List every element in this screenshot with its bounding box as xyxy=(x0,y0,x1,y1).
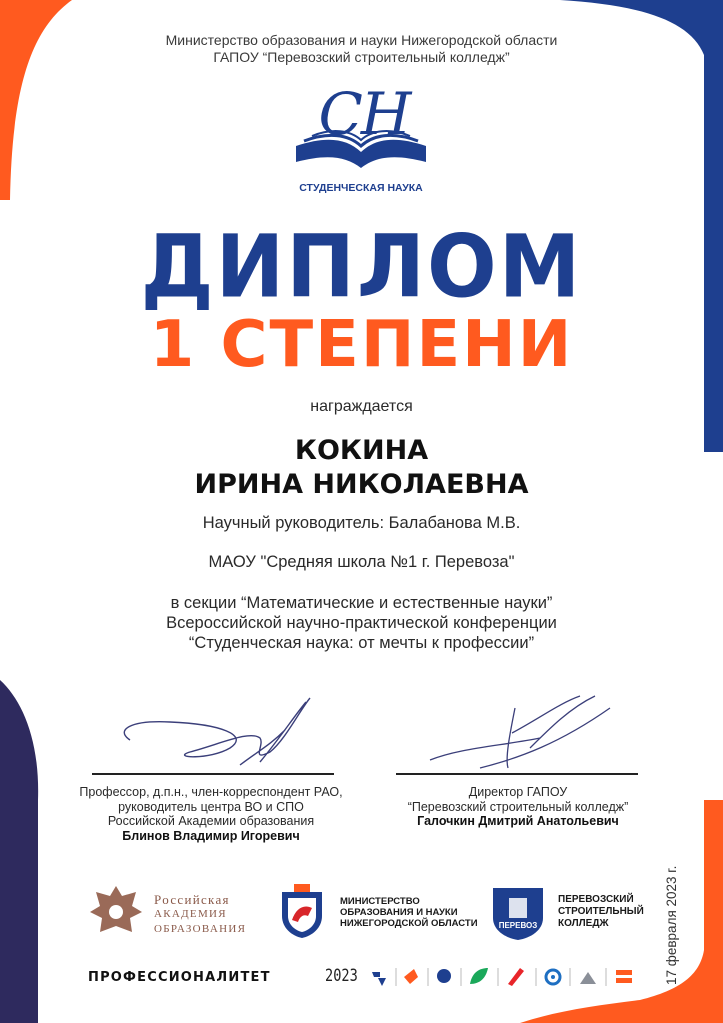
supervisor-line: Научный руководитель: Балабанова М.В. xyxy=(202,514,521,532)
pictogram-6-icon xyxy=(546,970,560,984)
student-science-logo xyxy=(286,80,436,198)
pictogram-5-icon xyxy=(508,968,524,986)
logo-caption: СТУДЕНЧЕСКАЯ НАУКА xyxy=(299,182,423,194)
ministry-logo-line2: ОБРАЗОВАНИЯ И НАУКИ xyxy=(340,907,458,918)
signature-line-right xyxy=(396,773,638,775)
pictogram-1-icon xyxy=(372,972,386,986)
ministry-logo-text xyxy=(340,896,478,929)
rao-logo-text xyxy=(154,892,246,937)
purple-shape-bottom-left xyxy=(0,680,38,1023)
rao-line2: АКАДЕМИЯ xyxy=(154,908,227,920)
nizhny-coat-of-arms-icon xyxy=(274,882,330,940)
pictogram-2-icon xyxy=(404,969,418,984)
professionalitet-icon-row xyxy=(368,964,640,990)
college-badge-text: ПЕРЕВОЗ xyxy=(498,921,538,930)
pictogram-4-icon xyxy=(470,968,488,984)
ministry-logo-line1: МИНИСТЕРСТВО xyxy=(340,896,420,907)
college-logo-text xyxy=(558,894,644,930)
section-line-3: “Студенческая наука: от мечты к профессии” xyxy=(188,634,535,652)
signature-left xyxy=(110,690,320,780)
signatory-right-line1: Директор ГАПОУ xyxy=(468,785,568,799)
recipient-given-names: ИРИНА НИКОЛАЕВНА xyxy=(194,469,529,500)
signature-line-left xyxy=(92,773,334,775)
college-line: ГАПОУ “Перевозский строительный колледж” xyxy=(213,49,510,65)
signatory-right-line2: “Перевозский строительный колледж” xyxy=(407,799,629,814)
professionalitet-label: ПРОФЕССИОНАЛИТЕТ xyxy=(88,970,271,985)
signature-right xyxy=(420,688,620,783)
awarded-label: награждается xyxy=(310,398,413,415)
signatory-left-line2: руководитель центра ВО и СПО xyxy=(118,799,304,814)
orange-corner-top-left xyxy=(0,0,72,200)
school-line: МАОУ "Средняя школа №1 г. Перевоза" xyxy=(208,553,515,571)
issue-date: 17 февраля 2023 г. xyxy=(664,865,679,985)
logo-monogram: СН xyxy=(318,80,410,148)
signatory-right-caption xyxy=(368,785,668,829)
pictogram-8-icon xyxy=(616,970,632,983)
signatory-right-name: Галочкин Дмитрий Анатольевич xyxy=(417,814,619,828)
signatory-left-caption xyxy=(56,785,366,843)
pictogram-3-icon xyxy=(437,969,451,983)
college-logo-line1: ПЕРЕВОЗСКИЙ xyxy=(558,894,634,905)
college-shield-icon xyxy=(489,884,547,942)
recipient-surname: КОКИНА xyxy=(294,435,429,466)
signatory-left-line1: Профессор, д.п.н., член-корреспондент РАО, xyxy=(79,785,343,799)
professionalitet-year: 2023 xyxy=(325,966,358,986)
college-logo-line3: КОЛЛЕДЖ xyxy=(558,918,609,929)
diploma-degree: 1 СТЕПЕНИ xyxy=(149,308,574,382)
signatory-left-name: Блинов Владимир Игоревич xyxy=(122,828,300,843)
section-line-1: в секции “Математические и естественные науки” xyxy=(170,594,553,612)
rao-line1: Российская xyxy=(154,892,230,907)
section-line-2: Всероссийской научно-практической конференции xyxy=(166,614,557,632)
college-logo-line2: СТРОИТЕЛЬНЫЙ xyxy=(558,906,644,917)
ministry-line: Министерство образования и науки Нижегородской области xyxy=(165,32,558,48)
rao-line3: ОБРАЗОВАНИЯ xyxy=(154,923,247,935)
signatory-left-line3: Российской Академии образования xyxy=(107,814,315,828)
ministry-logo-line3: НИЖЕГОРОДСКОЙ ОБЛАСТИ xyxy=(340,918,478,929)
college-badge xyxy=(489,884,547,942)
diploma-title: ДИПЛОМ xyxy=(140,217,583,318)
rao-emblem-icon xyxy=(88,882,144,940)
pictogram-7-icon xyxy=(580,972,596,984)
